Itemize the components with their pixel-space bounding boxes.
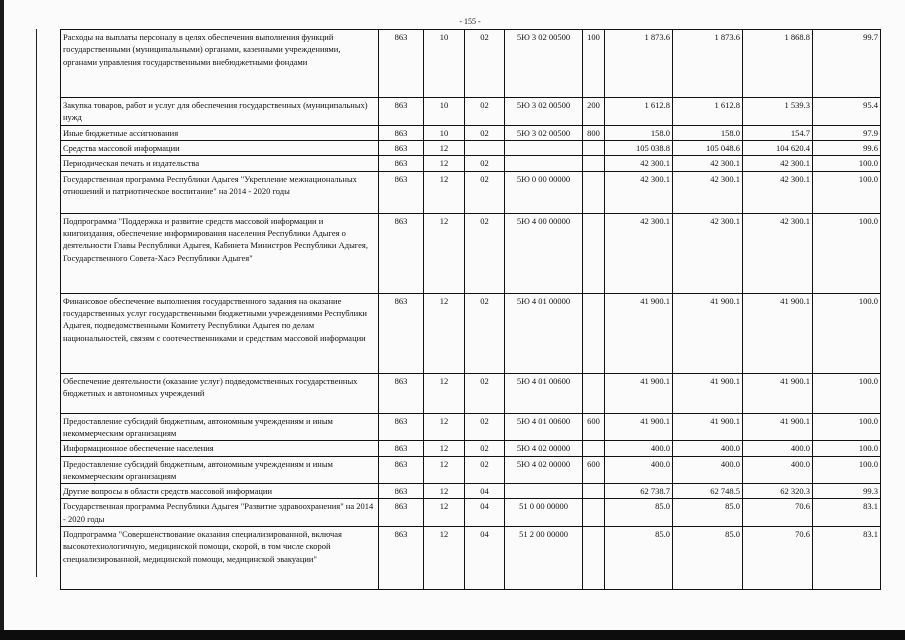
target-article-code: 5Ю 4 01 00600 [505, 413, 583, 441]
amount-1: 85.0 [605, 499, 673, 527]
subsection-code: 02 [465, 125, 505, 140]
table-row [61, 30, 881, 98]
execution-percent: 83.1 [813, 499, 881, 527]
subsection-code: 04 [465, 527, 505, 590]
amount-1: 105 038.8 [605, 140, 673, 155]
amount-2: 42 300.1 [673, 213, 743, 293]
section-code: 12 [424, 484, 465, 499]
amount-2: 42 300.1 [673, 171, 743, 213]
expense-kind-code [583, 527, 605, 590]
amount-3: 400.0 [743, 456, 813, 484]
subsection-code: 02 [465, 213, 505, 293]
row-name: Обеспечение деятельности (оказание услуг) подведомственных государственных бюджетных и автономных учреждений [61, 373, 379, 413]
amount-1: 85.0 [605, 527, 673, 590]
subsection-code: 02 [465, 171, 505, 213]
amount-1: 400.0 [605, 441, 673, 456]
execution-percent: 100.0 [813, 156, 881, 171]
target-article-code [505, 484, 583, 499]
expense-kind-code: 100 [583, 30, 605, 98]
ministry-code: 863 [379, 213, 424, 293]
budget-table [60, 29, 881, 590]
subsection-code: 02 [465, 156, 505, 171]
subsection-code: 02 [465, 293, 505, 373]
section-code: 12 [424, 156, 465, 171]
expense-kind-code [583, 484, 605, 499]
amount-1: 400.0 [605, 456, 673, 484]
expense-kind-code [583, 156, 605, 171]
amount-1: 42 300.1 [605, 171, 673, 213]
target-article-code: 5Ю 3 02 00500 [505, 30, 583, 98]
target-article-code: 5Ю 4 02 00000 [505, 456, 583, 484]
target-article-code: 5Ю 3 02 00500 [505, 125, 583, 140]
expense-kind-code [583, 441, 605, 456]
amount-3: 154.7 [743, 125, 813, 140]
ministry-code: 863 [379, 413, 424, 441]
section-code: 12 [424, 499, 465, 527]
section-code: 12 [424, 413, 465, 441]
expense-kind-code [583, 140, 605, 155]
execution-percent: 99.7 [813, 30, 881, 98]
amount-1: 41 900.1 [605, 293, 673, 373]
subsection-code: 02 [465, 30, 505, 98]
amount-3: 42 300.1 [743, 213, 813, 293]
ministry-code: 863 [379, 125, 424, 140]
amount-2: 62 748.5 [673, 484, 743, 499]
ministry-code: 863 [379, 140, 424, 155]
target-article-code: 51 0 00 00000 [505, 499, 583, 527]
amount-2: 400.0 [673, 456, 743, 484]
expense-kind-code: 600 [583, 413, 605, 441]
section-code: 12 [424, 213, 465, 293]
execution-percent: 100.0 [813, 373, 881, 413]
amount-2: 41 900.1 [673, 293, 743, 373]
ministry-code: 863 [379, 456, 424, 484]
section-code: 10 [424, 125, 465, 140]
amount-3: 1 539.3 [743, 98, 813, 126]
row-name: Периодическая печать и издательства [61, 156, 379, 171]
table-row [61, 171, 881, 213]
subsection-code: 02 [465, 413, 505, 441]
amount-3: 104 620.4 [743, 140, 813, 155]
table-outer-margin-line [36, 29, 37, 577]
amount-3: 41 900.1 [743, 413, 813, 441]
subsection-code [465, 140, 505, 155]
table-row [61, 484, 881, 499]
amount-1: 158.0 [605, 125, 673, 140]
execution-percent: 100.0 [813, 456, 881, 484]
ministry-code: 863 [379, 527, 424, 590]
amount-1: 42 300.1 [605, 156, 673, 171]
amount-2: 41 900.1 [673, 413, 743, 441]
subsection-code: 02 [465, 441, 505, 456]
row-name: Финансовое обеспечение выполнения государственного задания на оказание государственных услуг государственными бюджетными учреждениями Республики Адыгея, подведомственными Комитету Республики Адыгея по делам национальностей, связям с соотечественниками и средствам массовой информации [61, 293, 379, 373]
row-name: Государственная программа Республики Адыгея "Развитие здравоохранения" на 2014 - 2020 годы [61, 499, 379, 527]
execution-percent: 100.0 [813, 171, 881, 213]
amount-1: 1 612.8 [605, 98, 673, 126]
amount-3: 42 300.1 [743, 156, 813, 171]
table-row [61, 373, 881, 413]
amount-3: 70.6 [743, 499, 813, 527]
target-article-code: 5Ю 3 02 00500 [505, 98, 583, 126]
execution-percent: 95.4 [813, 98, 881, 126]
expense-kind-code [583, 499, 605, 527]
section-code: 12 [424, 373, 465, 413]
ministry-code: 863 [379, 499, 424, 527]
amount-3: 42 300.1 [743, 171, 813, 213]
table-row [61, 213, 881, 293]
row-name: Расходы на выплаты персоналу в целях обеспечения выполнения функций государственными (муниципальными) органами, казенными учреждениями, органами управления государственными внебюджетными фондами [61, 30, 379, 98]
expense-kind-code: 200 [583, 98, 605, 126]
expense-kind-code: 600 [583, 456, 605, 484]
table-row [61, 98, 881, 126]
execution-percent: 99.6 [813, 140, 881, 155]
table-row [61, 125, 881, 140]
expense-kind-code: 800 [583, 125, 605, 140]
amount-3: 400.0 [743, 441, 813, 456]
ministry-code: 863 [379, 373, 424, 413]
amount-1: 62 738.7 [605, 484, 673, 499]
expense-kind-code [583, 213, 605, 293]
amount-3: 70.6 [743, 527, 813, 590]
execution-percent: 99.3 [813, 484, 881, 499]
table-row [61, 140, 881, 155]
amount-2: 41 900.1 [673, 373, 743, 413]
amount-2: 85.0 [673, 499, 743, 527]
section-code: 10 [424, 98, 465, 126]
amount-3: 1 868.8 [743, 30, 813, 98]
row-name: Предоставление субсидий бюджетным, автономным учреждениям и иным некоммерческим организациям [61, 456, 379, 484]
row-name: Государственная программа Республики Адыгея "Укрепление межнациональных отношений и патриотическое воспитание" на 2014 - 2020 годы [61, 171, 379, 213]
row-name: Подпрограмма "Поддержка и развитие средств массовой информации и книгоиздания, обеспечение информирования населения Республики Адыгея о деятельности Главы Республики Адыгея, Кабинета Министров Республики Адыгея, Государственного Совета-Хасэ Республики Адыгея" [61, 213, 379, 293]
ministry-code: 863 [379, 156, 424, 171]
ministry-code: 863 [379, 293, 424, 373]
subsection-code: 04 [465, 484, 505, 499]
row-name: Иные бюджетные ассигнования [61, 125, 379, 140]
table-row [61, 293, 881, 373]
target-article-code: 5Ю 4 01 00000 [505, 293, 583, 373]
table-row [61, 499, 881, 527]
row-name: Другие вопросы в области средств массовой информации [61, 484, 379, 499]
section-code: 12 [424, 527, 465, 590]
table-row [61, 413, 881, 441]
amount-1: 41 900.1 [605, 373, 673, 413]
target-article-code: 5Ю 4 01 00600 [505, 373, 583, 413]
target-article-code: 51 2 00 00000 [505, 527, 583, 590]
amount-1: 1 873.6 [605, 30, 673, 98]
table-row [61, 456, 881, 484]
table-row [61, 527, 881, 590]
target-article-code: 5Ю 4 02 00000 [505, 441, 583, 456]
section-code: 12 [424, 456, 465, 484]
execution-percent: 83.1 [813, 527, 881, 590]
execution-percent: 100.0 [813, 213, 881, 293]
subsection-code: 02 [465, 98, 505, 126]
expense-kind-code [583, 171, 605, 213]
target-article-code: 5Ю 4 00 00000 [505, 213, 583, 293]
target-article-code [505, 140, 583, 155]
section-code: 12 [424, 140, 465, 155]
amount-2: 400.0 [673, 441, 743, 456]
amount-2: 85.0 [673, 527, 743, 590]
amount-2: 1 612.8 [673, 98, 743, 126]
amount-2: 1 873.6 [673, 30, 743, 98]
page-number: - 155 - [459, 17, 481, 26]
amount-2: 42 300.1 [673, 156, 743, 171]
target-article-code: 5Ю 0 00 00000 [505, 171, 583, 213]
amount-1: 42 300.1 [605, 213, 673, 293]
execution-percent: 100.0 [813, 441, 881, 456]
expense-kind-code [583, 293, 605, 373]
subsection-code: 02 [465, 456, 505, 484]
amount-2: 105 048.6 [673, 140, 743, 155]
execution-percent: 97.9 [813, 125, 881, 140]
ministry-code: 863 [379, 441, 424, 456]
ministry-code: 863 [379, 171, 424, 213]
row-name: Информационное обеспечение населения [61, 441, 379, 456]
subsection-code: 02 [465, 373, 505, 413]
section-code: 12 [424, 171, 465, 213]
scan-bottom-edge [0, 630, 905, 640]
table-row [61, 156, 881, 171]
row-name: Подпрограмма "Совершенствование оказания специализированной, включая высокотехнологичную, медицинской помощи, скорой, в том числе скорой специализированной, медицинской помощи, медицинской эвакуации" [61, 527, 379, 590]
expense-kind-code [583, 373, 605, 413]
row-name: Закупка товаров, работ и услуг для обеспечения государственных (муниципальных) нужд [61, 98, 379, 126]
subsection-code: 04 [465, 499, 505, 527]
amount-3: 62 320.3 [743, 484, 813, 499]
ministry-code: 863 [379, 30, 424, 98]
execution-percent: 100.0 [813, 293, 881, 373]
amount-3: 41 900.1 [743, 373, 813, 413]
ministry-code: 863 [379, 98, 424, 126]
scan-left-edge [0, 0, 4, 640]
section-code: 12 [424, 293, 465, 373]
ministry-code: 863 [379, 484, 424, 499]
execution-percent: 100.0 [813, 413, 881, 441]
target-article-code [505, 156, 583, 171]
section-code: 10 [424, 30, 465, 98]
row-name: Средства массовой информации [61, 140, 379, 155]
row-name: Предоставление субсидий бюджетным, автономным учреждениям и иным некоммерческим организациям [61, 413, 379, 441]
table-row [61, 441, 881, 456]
amount-2: 158.0 [673, 125, 743, 140]
section-code: 12 [424, 441, 465, 456]
amount-1: 41 900.1 [605, 413, 673, 441]
amount-3: 41 900.1 [743, 293, 813, 373]
